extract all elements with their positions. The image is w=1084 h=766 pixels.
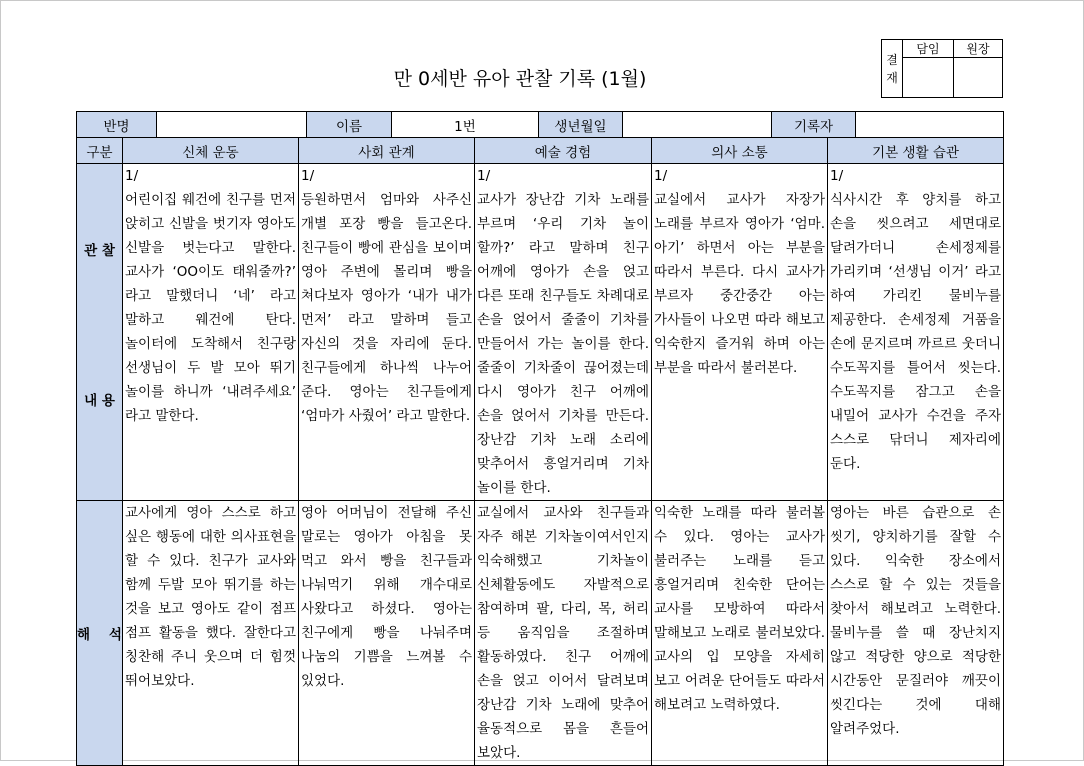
interpretation-cell-habits[interactable]: 영아는 바른 습관으로 손 씻기, 양치하기를 잘할 수 있다. 익숙한 장소에서 스스로 할 수 있는 것들을 찾아서 해보려고 노력한다. 물비누를 쓸 때 장난치지 않고 적당한 양으로 적당한 시간동안 문질러야 깨끗이 씻긴다는 것에 대해 알려주었다. [828,501,1004,766]
interpretation-cell-physical[interactable]: 교사에게 영아 스스로 하고 싶은 행동에 대한 의사표현을 할 수 있다. 친구가 교사와 함께 두발 모아 뛰기를 하는 것을 보고 영아도 같이 점프 점프 활동을 했다. 잘한다고 칭찬해 주니 웃으며 더 힘껏 뛰어보았다. [123,501,299,766]
observation-cell-social[interactable]: 1/ 등원하면서 엄마와 사주신 개별 포장 빵을 들고온다. 친구들이 빵에 관심을 보이며 영아 주변에 몰리며 빵을 쳐다보자 영아가 ‘내가 내가 먼저’ 라고 말하며 들고 자신의 것을 자리에 둔다. 친구들에게 하나씩 나누어 준다. 영아는 친구들에게 ‘엄마가 사줬어’ 라고 말한다. [299,164,475,501]
recorder-field[interactable] [856,112,1004,138]
observation-table [76,137,1004,766]
category-header: 구분 [77,138,123,164]
class-field[interactable] [157,112,307,138]
approval-homeroom-header: 담임 [903,40,954,58]
birth-label: 생년월일 [539,112,623,138]
observation-cell-communication[interactable]: 1/ 교실에서 교사가 자장가 노래를 부르자 영아가 ‘엄마. 아기’ 하면서 아는 부분을 따라서 부른다. 다시 교사가 부르자 중간중간 아는 가사들이 나오면 따라 해보고 익숙한지 즐거워 하며 아는 부분을 따라서 불러본다. [652,164,828,501]
header-art: 예술 경험 [475,138,652,164]
document-title: 만 0세반 유아 관찰 기록 (1월) [393,68,647,90]
interpretation-row [77,501,1004,766]
header-habits: 기본 생활 습관 [828,138,1004,164]
header-social: 사회 관계 [299,138,475,164]
observation-cell-habits[interactable]: 1/ 식사시간 후 양치를 하고 손을 씻으려고 세면대로 달려가더니 손세정제를 가리키며 ‘선생님 이거’ 라고 하여 가리킨 물비누를 제공한다. 손세정제 거품을 손에 문지르며 까르르 웃더니 수도꼭지를 틀어서 씻는다. 수도꼭지를 잠그고 손을 내밀어 교사가 수건을 주자 스스로 닦더니 제자리에 둔다. [828,164,1004,501]
observation-label: 관 찰 내 용 [77,164,123,501]
interpretation-cell-art[interactable]: 교실에서 교사와 친구들과 자주 해본 기차놀이여서인지 익숙해했고 기차놀이 신체활동에도 자발적으로 참여하며 팔, 다리, 목, 허리 등 움직임을 조절하며 활동하였다. 친구 어깨에 손을 얹고 이어서 달려보며 장난감 기차 노래에 맞추어 율동적으로 몸을 흔들어 보았다. [475,501,652,766]
recorder-label: 기록자 [772,112,856,138]
observation-cell-art[interactable]: 1/ 교사가 장난감 기차 노래를 부르며 ‘우리 기차 놀이 할까?’ 라고 말하며 친구 어깨에 영아가 손을 얹고 다른 또래 친구들도 차례대로 손을 얹어서 줄줄이 기차를 만들어서 가는 놀이를 한다. 줄줄이 기차줄이 끊어졌는데 다시 영아가 친구 어깨에 손을 얹어서 기차를 만든다. 장난감 기차 노래 소리에 맞추어서 흥얼거리며 기차 놀이를 한다. [475,164,652,501]
class-label: 반명 [77,112,157,138]
observation-row [77,164,1004,501]
header-communication: 의사 소통 [652,138,828,164]
interpretation-cell-social[interactable]: 영아 어머님이 전달해 주신 말로는 영아가 아침을 못 먹고 와서 빵을 친구들과 나눠먹기 위해 개수대로 사왔다고 하셨다. 영아는 친구에게 빵을 나눠주며 나눔의 기쁨을 느껴볼 수 있었다. [299,501,475,766]
approval-homeroom-sign[interactable] [903,58,954,98]
info-table [76,111,1004,138]
approval-box [881,39,1003,98]
header-physical: 신체 운동 [123,138,299,164]
birth-field[interactable] [623,112,772,138]
interpretation-cell-communication[interactable]: 익숙한 노래를 따라 불러볼 수 있다. 영아는 교사가 불러주는 노래를 듣고 흥얼거리며 친숙한 단어는 교사를 모방하여 따라서 말해보고 노래로 불러보았다. 교사의 입 모양을 자세히 보고 어려운 단어들도 따라서 해보려고 노력하였다. [652,501,828,766]
name-field[interactable]: 1번 [392,112,539,138]
name-label: 이름 [307,112,392,138]
approval-label: 결 재 [882,40,903,98]
interpretation-label: 해 석 [77,501,123,766]
approval-director-sign[interactable] [954,58,1003,98]
approval-director-header: 원장 [954,40,1003,58]
observation-cell-physical[interactable]: 1/ 어린이집 웨건에 친구를 먼저 앉히고 신발을 벗기자 영아도 신발을 벗는다고 말한다. 교사가 ‘OO이도 태워줄까?’ 라고 말했더니 ‘네’ 라고 말하고 웨건에 탄다. 놀이터에 도착해서 친구랑 선생님이 두 발 모아 뛰기 놀이를 하니까 ‘내려주세요’ 라고 말한다. [123,164,299,501]
